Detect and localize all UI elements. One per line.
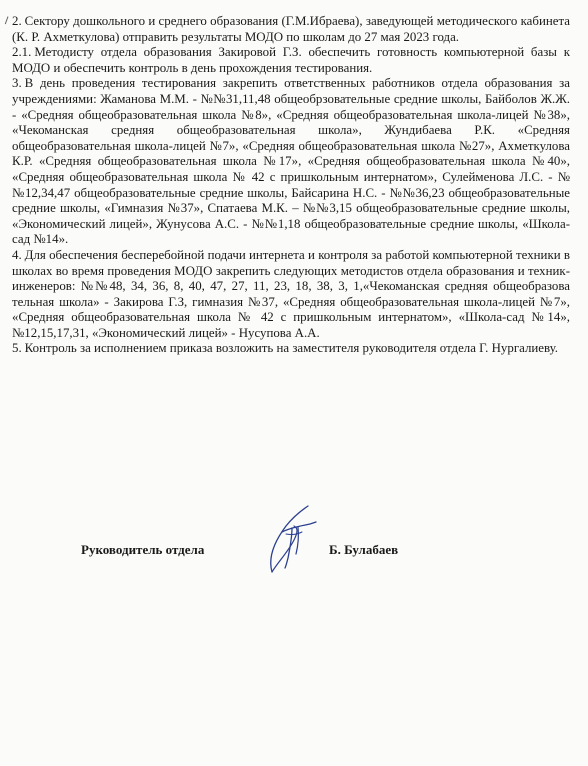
- order-item-2-1: [12, 45, 570, 76]
- item-text: В день проведения тестирования закрепить ответственных работников отдела образования за учреждениями: Жаманова М.М. - №№31,11,48 общеобрзовательные средние школы, Байболов Ж.Ж. - «Средняя общеобразовательная школа №8», «Средняя общеобразовательная школа-лицей №38», «Чекоманская средняя общеобразовательная школа», Жундибаева Р.К. «Средняя общеобразовательная школа-лицей №7», «Средняя общеобразовательная школа №27», Ахметкулова К.Р. «Средняя общеобразовательная школа №17», «Средняя общеобразовательная школа №40», «Средняя общеобразовательная школа № 42 с пришкольным интернатом», Сулейменова Л.С. - №№12,34,47 общеобразовательные средние школы, Байсарина Н.С. - №№36,23 общеобразовательные средние школы, «Гимназия №37», Спатаева М.К. – №№3,15 общеобразовательные средние школы, «Экономический лицей», Жунусова А.С. - №№1,18 общеобразовательные средние школы, «Школа-сад №14».: [12, 76, 570, 247]
- signatory-name: Б. Булабаев: [329, 542, 399, 557]
- order-item-5: [12, 341, 570, 357]
- order-item-3: [12, 76, 570, 248]
- item-text: Сектору дошкольного и среднего образования (Г.М.Ибраева), заведующей методического кабинета (К. Р. Ахметкулова) отправить результаты МОДО по школам до 27 мая 2023 года.: [12, 14, 570, 44]
- item-number: 4.: [12, 247, 22, 262]
- order-item-2: [12, 14, 570, 45]
- item-text: Методисту отдела образования Закировой Г.З. обеспечить готовность компьютерной базы к МОДО и обеспечить контроль в день прохождения тестирования.: [12, 45, 570, 75]
- order-item-4: [12, 248, 570, 342]
- item-number: 5.: [12, 341, 22, 356]
- item-number: 2.1.: [12, 45, 32, 60]
- handwritten-signature-icon: [258, 502, 320, 574]
- signatory-title: Руководитель отдела: [81, 542, 205, 557]
- item-text: Контроль за исполнением приказа возложить на заместителя руководителя отдела Г. Нургалиеву.: [24, 341, 559, 356]
- item-number: 2.: [12, 14, 22, 28]
- item-number: 3.: [12, 76, 22, 91]
- item-text: Для обеспечения бесперебойной подачи интернета и контроля за работой компьютерной техники в школах во время проведения МОДО закрепить следующих методистов отдела образования и техник- инженеров: №№48, 34, 36, 8, 40, 47, 27, 11, 23, 18, 38, 3, 1,«Чекоманская средняя общеобразова тельная школа» - Закирова Г.З, гимназия №37, «Средняя общеобразовательная школа-лицей №7», «Средняя общеобразовательная школа № 42 с пришкольным интернатом», «Школа-сад №14», №12,15,17,31, «Экономический лицей» - Нусупова А.А.: [12, 247, 570, 340]
